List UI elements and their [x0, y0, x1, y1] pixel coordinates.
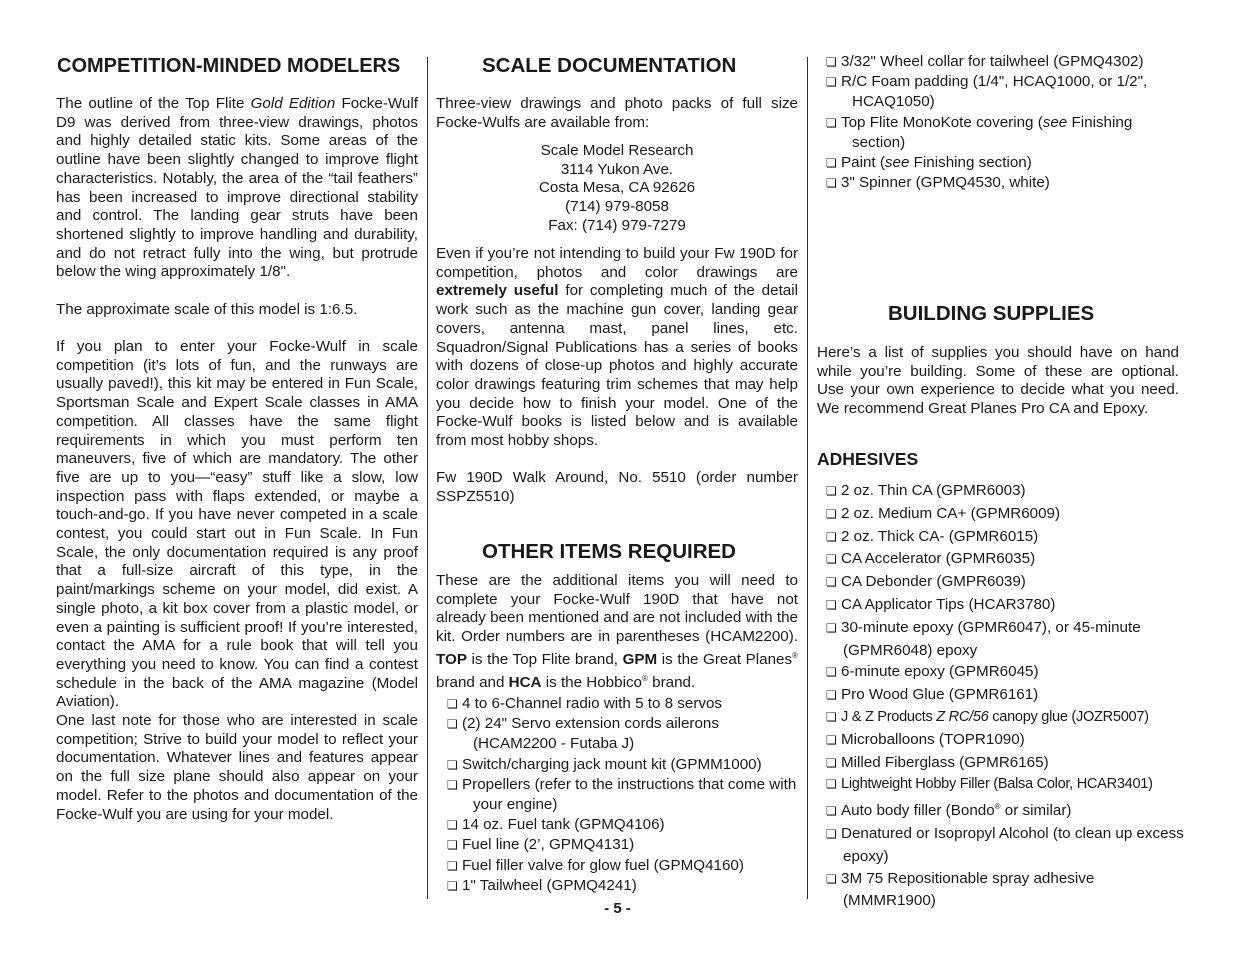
- checklist-item[interactable]: ❏ CA Debonder (GMPR6039): [817, 571, 1187, 594]
- address-block: [436, 142, 798, 236]
- column-divider-right: [807, 57, 808, 899]
- address-line: Costa Mesa, CA 92626: [538, 179, 696, 197]
- checklist-item[interactable]: ❏ Switch/charging jack mount kit (GPMM1000): [447, 755, 799, 775]
- checklist-item[interactable]: ❏ Milled Fiberglass (GPMR6165): [817, 752, 1187, 775]
- checklist-item[interactable]: ❏ Microballoons (TOPR1090): [817, 729, 1187, 752]
- heading-building-supplies: BUILDING SUPPLIES: [888, 302, 1095, 325]
- checklist-item[interactable]: ❏ 3" Spinner (GPMQ4530, white): [826, 173, 1179, 193]
- checklist-item[interactable]: ❏ 6-minute epoxy (GPMR6045): [817, 661, 1187, 684]
- paragraph-scale: The approximate scale of this model is 1:6.5.: [56, 301, 358, 318]
- checklist-item[interactable]: ❏ CA Applicator Tips (HCAR3780): [817, 594, 1187, 617]
- checklist-item[interactable]: ❏ Fuel line (2’, GPMQ4131): [447, 835, 799, 855]
- checklist-item[interactable]: ❏ 2 oz. Thin CA (GPMR6003): [817, 480, 1187, 503]
- checklist-item[interactable]: ❏ Paint (see Finishing section): [826, 153, 1179, 173]
- checklist-item[interactable]: ❏ 14 oz. Fuel tank (GPMQ4106): [447, 815, 799, 835]
- paragraph-three-view: Three-view drawings and photo packs of full size Focke-Wulfs are available from:: [436, 95, 798, 131]
- page-number: - 5 -: [604, 900, 631, 917]
- paragraph-additional-items: These are the additional items you will need to complete your Focke-Wulf 190D that have not already been mentioned and are not included with the kit. Order numbers are in parentheses (HCAM2200). TOP is the Top Flite brand, GPM is the Great Planes® brand and HCA is the Hobbico® brand.: [436, 572, 798, 691]
- checklist-item[interactable]: ❏ (2) 24" Servo extension cords ailerons (HCAM2200 - Futaba J): [447, 714, 799, 754]
- column-divider-left: [427, 57, 428, 899]
- checklist-item[interactable]: ❏ Propellers (refer to the instructions that come with your engine): [447, 775, 799, 815]
- checklist-item[interactable]: ❏ 1" Tailwheel (GPMQ4241): [447, 876, 799, 896]
- paragraph-supplies-intro: Here’s a list of supplies you should have on hand while you’re building. Some of these are optional. Use your own experience to decide what you need. We recommend Great Planes Pro CA and Epoxy.: [817, 344, 1179, 418]
- checklist-item[interactable]: ❏ 4 to 6-Channel radio with 5 to 8 servos: [447, 694, 799, 714]
- checklist-item[interactable]: ❏ 30-minute epoxy (GPMR6047), or 45-minute (GPMR6048) epoxy: [817, 617, 1187, 662]
- paragraph-walk-around: Fw 190D Walk Around, No. 5510 (order number SSPZ5510): [436, 469, 798, 505]
- heading-competition-minded-modelers: COMPETITION-MINDED MODELERS: [57, 55, 401, 77]
- heading-adhesives: ADHESIVES: [817, 449, 919, 469]
- checklist-item[interactable]: ❏ Auto body filler (Bondo® or similar): [817, 796, 1187, 823]
- address-line: (714) 979-8058: [565, 198, 669, 216]
- other-items-checklist-continued: [826, 52, 1179, 193]
- address-line: 3114 Yukon Ave.: [560, 160, 674, 178]
- paragraph-scale-competition: If you plan to enter your Focke-Wulf in scale competition (it’s lots of fun, and the runways are usually paved!), this kit may be entered in Fun Scale, Sportsman Scale and Expert Scale classes in AMA competition. All classes have the same flight requirements in which you must perform ten maneuvers, five of which are mandatory. The other five are up to you—“easy” stuff like a slow, low inspection pass with flaps extended, or maybe a touch-and-go. If you have never competed in a scale contest, you could start out in Fun Scale. In Fun Scale, the only documentation required is any proof that a full-size aircraft of this type, in the paint/markings scheme on your model, did exist. A single photo, a kit box cover from a plastic model, or even a painting is sufficient proof! If you’re interested, contact the AMA for a rule book that will tell you everything you need to know. You can find a contest schedule in the back of the AMA magazine (Model Aviation).: [56, 338, 418, 711]
- paragraph-last-note: One last note for those who are interested in scale competition; Strive to build your model to reflect your documentation. Whatever lines and features appear on the full size plane should also appear on your model. Refer to the photos and documentation of the Focke-Wulf you are using for your model.: [56, 712, 418, 823]
- paragraph-photos: Even if you’re not intending to build your Fw 190D for competition, photos and color drawings are extremely useful for completing much of the detail work such as the machine gun cover, landing gear covers, antenna mast, panel lines, etc. Squadron/Signal Publications has a series of books with dozens of close-up photos and highly accurate color drawings featuring trim schemes that may help you decide how to finish your model. One of the Focke-Wulf books is listed below and is available from most hobby shops.: [436, 245, 798, 450]
- address-line: Fax: (714) 979-7279: [548, 216, 686, 234]
- checklist-item[interactable]: ❏ 3/32" Wheel collar for tailwheel (GPMQ4302): [826, 52, 1179, 72]
- heading-scale-documentation: SCALE DOCUMENTATION: [482, 54, 737, 77]
- checklist-item[interactable]: ❏ 3M 75 Repositionable spray adhesive (MMMR1900): [817, 868, 1187, 913]
- checklist-item[interactable]: ❏ 2 oz. Medium CA+ (GPMR6009): [817, 503, 1187, 526]
- heading-other-items-required: OTHER ITEMS REQUIRED: [482, 540, 736, 563]
- checklist-item[interactable]: ❏ Lightweight Hobby Filler (Balsa Color, HCAR3401): [817, 774, 1187, 796]
- checklist-item[interactable]: ❏ Top Flite MonoKote covering (see Finishing section): [826, 113, 1179, 153]
- adhesives-checklist: [817, 480, 1187, 912]
- checklist-item[interactable]: ❏ J & Z Products Z RC/56 canopy glue (JOZR5007): [817, 707, 1187, 729]
- checklist-item[interactable]: ❏ Pro Wood Glue (GPMR6161): [817, 684, 1187, 707]
- checklist-item[interactable]: ❏ Fuel filler valve for glow fuel (GPMQ4160): [447, 856, 799, 876]
- address-line: Scale Model Research: [540, 142, 694, 159]
- checklist-item[interactable]: ❏ R/C Foam padding (1/4", HCAQ1000, or 1/2", HCAQ1050): [826, 72, 1179, 112]
- paragraph-outline: The outline of the Top Flite Gold Edition Focke-Wulf D9 was derived from three-view drawings, photos and highly detailed static kits. Some areas of the outline have been slightly changed to improve flight characteristics. Notably, the area of the “tail feathers” has been increased to improve directional stability and control. The landing gear struts have been shortened slightly to improve handling and durability, and do not retract fully into the wing, but protrude below the wing approximately 1/8".: [56, 95, 418, 281]
- checklist-item[interactable]: ❏ CA Accelerator (GPMR6035): [817, 548, 1187, 571]
- checklist-item[interactable]: ❏ Denatured or Isopropyl Alcohol (to clean up excess epoxy): [817, 823, 1187, 868]
- other-items-checklist: [447, 694, 799, 896]
- checklist-item[interactable]: ❏ 2 oz. Thick CA- (GPMR6015): [817, 526, 1187, 549]
